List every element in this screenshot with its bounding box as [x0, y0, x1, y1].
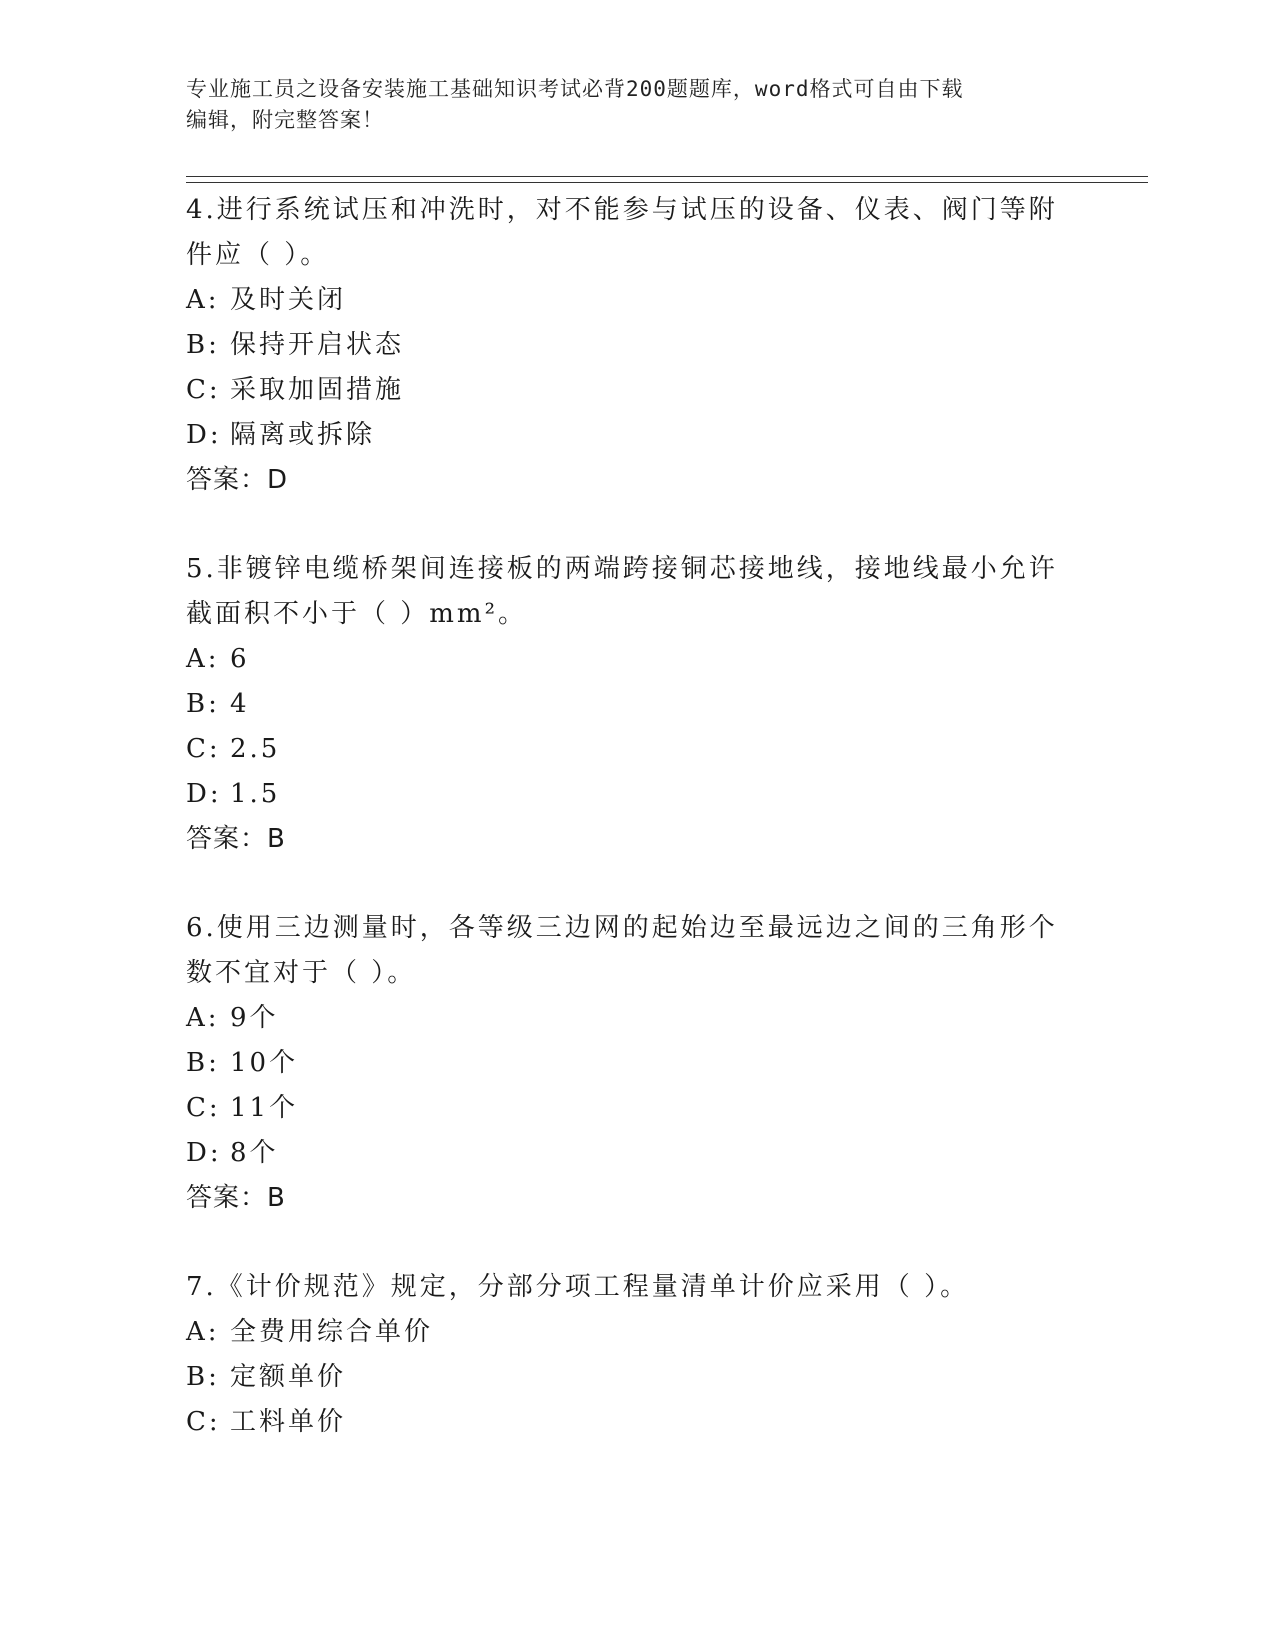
- option-letter: B:: [186, 689, 220, 719]
- option-letter: D:: [186, 420, 222, 450]
- answer-option: [186, 996, 1086, 1041]
- question-text-line: 7.《计价规范》规定，分部分项工程量清单计价应采用（ ）。: [186, 1272, 970, 1302]
- option-text: 保持开启状态: [230, 330, 405, 360]
- question-text-line: 数不宜对于（ ）。: [186, 958, 417, 988]
- answer-option: [186, 323, 1086, 368]
- option-letter: C:: [186, 375, 221, 405]
- option-text: 采取加固措施: [230, 375, 405, 405]
- option-letter: D:: [186, 779, 222, 809]
- answer-option: [186, 368, 1086, 413]
- answer-option: [186, 772, 1086, 817]
- option-letter: B:: [186, 1048, 220, 1078]
- option-letter: B:: [186, 330, 220, 360]
- question-text-line: 截面积不小于（ ）mm²。: [186, 599, 527, 629]
- option-text: 4: [230, 689, 250, 719]
- option-letter: C:: [186, 734, 221, 764]
- option-letter: B:: [186, 1362, 220, 1392]
- question-text-line: 4.进行系统试压和冲洗时，对不能参与试压的设备、仪表、阀门等附: [186, 195, 1058, 225]
- option-text: 6: [230, 644, 250, 674]
- option-text: 8个: [230, 1138, 279, 1168]
- option-letter: C:: [186, 1093, 221, 1123]
- option-text: 10个: [230, 1048, 299, 1078]
- option-letter: A:: [186, 644, 220, 674]
- header-divider-top: [186, 176, 1148, 177]
- option-text: 全费用综合单价: [230, 1317, 434, 1347]
- answer-option: [186, 1041, 1086, 1086]
- answer-option: [186, 1131, 1086, 1176]
- option-letter: A:: [186, 1003, 220, 1033]
- question-text-line: 5.非镀锌电缆桥架间连接板的两端跨接铜芯接地线，接地线最小允许: [186, 554, 1058, 584]
- answer-option: [186, 637, 1086, 682]
- answer-option: [186, 413, 1086, 458]
- option-text: 工料单价: [230, 1407, 347, 1437]
- option-text: 9个: [230, 1003, 279, 1033]
- question-text-line: 6.使用三边测量时，各等级三边网的起始边至最远边之间的三角形个: [186, 913, 1058, 943]
- option-letter: A:: [186, 285, 220, 315]
- option-letter: D:: [186, 1138, 222, 1168]
- header-line-1: 专业施工员之设备安装施工基础知识考试必背200题题库，word格式可自由下载: [186, 77, 964, 101]
- answer-option: [186, 727, 1086, 772]
- option-text: 2.5: [230, 734, 281, 764]
- answer-option: [186, 1310, 1086, 1355]
- question-block: [186, 547, 1086, 862]
- option-letter: A:: [186, 1317, 220, 1347]
- header-divider-bottom: [186, 182, 1148, 183]
- question-text-line: 件应（ ）。: [186, 240, 330, 270]
- question-block: [186, 906, 1086, 1221]
- question-list: [186, 188, 1086, 1489]
- answer-option: [186, 278, 1086, 323]
- header-line-2: 编辑，附完整答案！: [186, 108, 384, 132]
- option-text: 1.5: [230, 779, 281, 809]
- answer-option: [186, 1355, 1086, 1400]
- option-text: 隔离或拆除: [230, 420, 376, 450]
- option-text: 11个: [230, 1093, 299, 1123]
- document-header: [186, 74, 1066, 136]
- answer-key: 答案：D: [186, 465, 289, 495]
- option-text: 及时关闭: [230, 285, 347, 315]
- answer-key: 答案：B: [186, 1183, 286, 1213]
- question-block: [186, 1265, 1086, 1445]
- question-block: [186, 188, 1086, 503]
- answer-key: 答案：B: [186, 824, 286, 854]
- answer-option: [186, 682, 1086, 727]
- option-text: 定额单价: [230, 1362, 347, 1392]
- answer-option: [186, 1086, 1086, 1131]
- answer-option: [186, 1400, 1086, 1445]
- option-letter: C:: [186, 1407, 221, 1437]
